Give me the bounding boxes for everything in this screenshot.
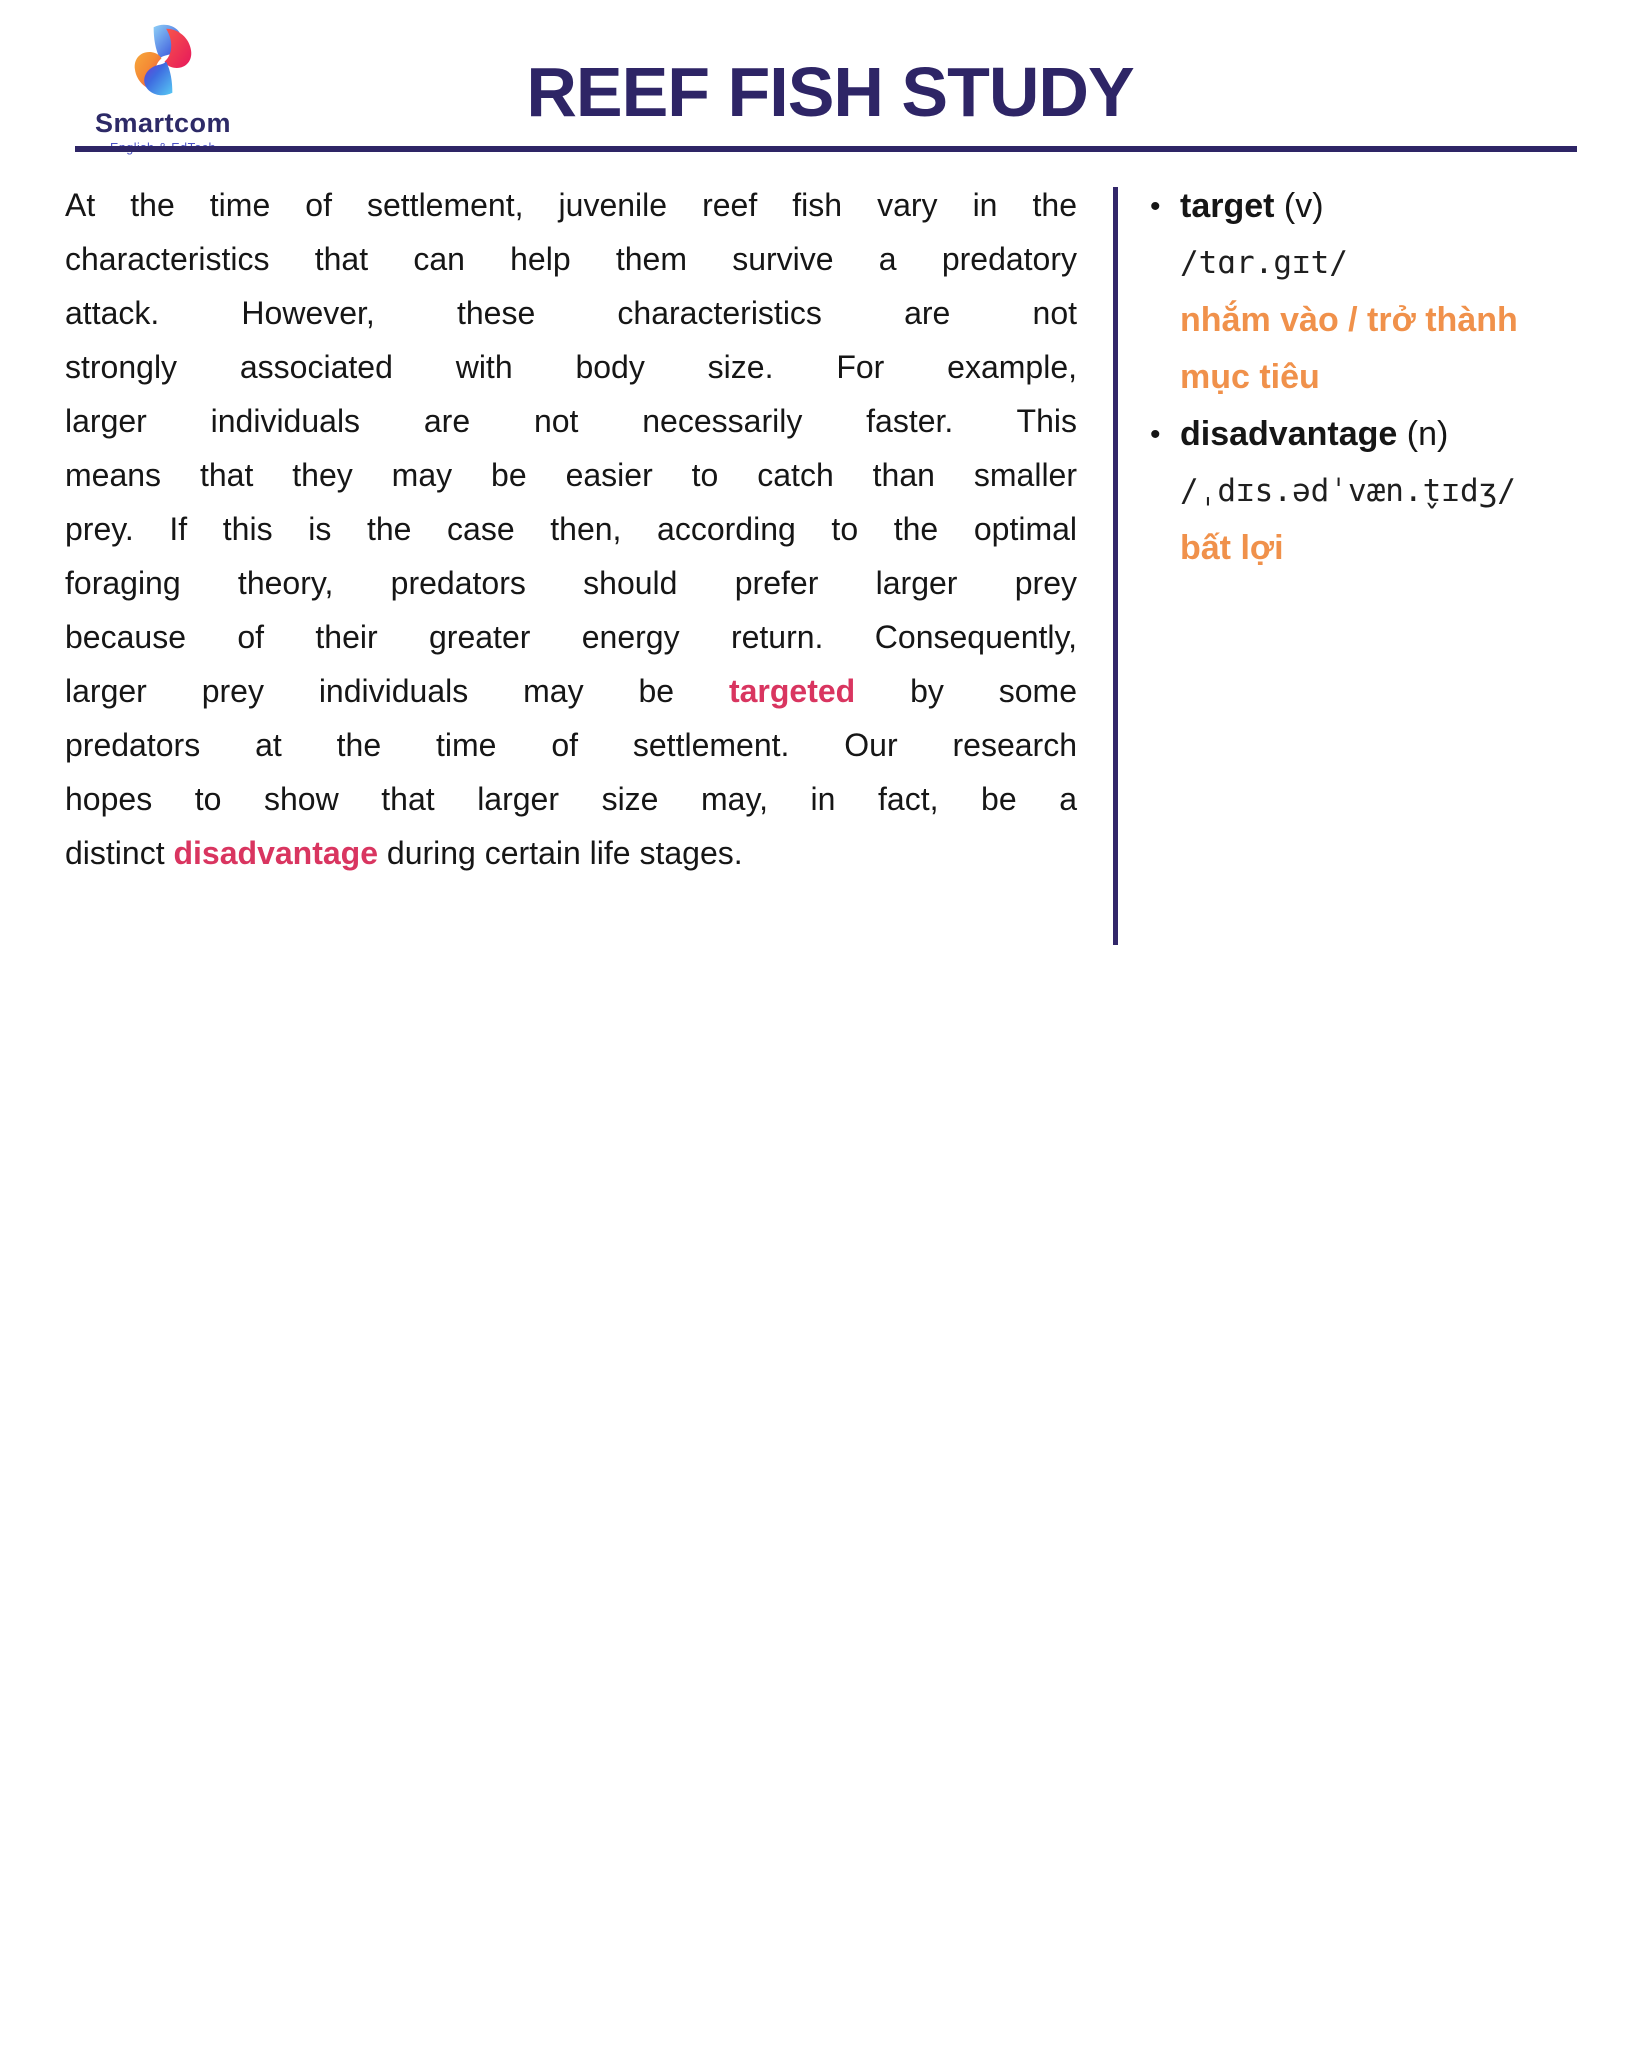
paragraph-text: by some [855,673,1078,709]
logo-brand-name: Smartcom [94,108,232,138]
paragraph-text: strongly associated with body size. For example, [65,349,1077,385]
paragraph-line [65,502,1077,556]
paragraph-text: because of their greater energy return. Consequently, [65,619,1077,655]
paragraph-line [65,286,1077,340]
paragraph-line [65,340,1077,394]
vocab-item-disadvantage [1150,406,1628,577]
highlighted-term: targeted [728,673,856,709]
paragraph-text: predators at the time of settlement. Our research [65,727,1077,763]
paragraph-line [65,394,1077,448]
paragraph-line [65,610,1077,664]
paragraph-line [65,178,1077,232]
vocab-ipa: /ˌdɪs.ədˈvæn.t̬ɪdʒ/ [1180,473,1516,509]
paragraph-text: during certain life stages. [378,835,743,871]
vocab-part-of-speech: (v) [1283,187,1324,225]
vocab-part-of-speech: (n) [1406,415,1449,453]
paragraph-text: At the time of settlement, juvenile reef fish vary in the [65,187,1077,223]
paragraph-text: hopes to show that larger size may, in fact, be a [65,781,1077,817]
vocab-headword-line [1180,178,1628,235]
smartcom-logo [88,16,238,155]
paragraph-line [65,718,1077,772]
paragraph-text: attack. However, these characteristics are not [65,295,1077,331]
paragraph-line [65,232,1077,286]
paragraph-line [65,826,1077,880]
paragraph-text: prey. If this is the case then, according to the optimal [65,511,1077,547]
paragraph-text: larger individuals are not necessarily faster. This [65,403,1077,439]
paragraph-line [65,556,1077,610]
bullet-icon: • [1150,418,1161,451]
article-paragraph [65,178,1077,880]
vocab-ipa: /tɑr.gɪt/ [1180,245,1348,281]
paragraph-text: foraging theory, predators should prefer larger prey [65,565,1077,601]
title-underline [75,146,1577,152]
smartcom-logo-icon [124,16,202,104]
vocabulary-sidebar [1150,178,1628,577]
vocab-word: disadvantage [1180,415,1398,453]
bullet-icon: • [1150,190,1161,223]
paragraph-text: distinct [65,835,174,871]
paragraph-line [65,448,1077,502]
paragraph-text: larger prey individuals may be [65,673,729,709]
paragraph-text: characteristics that can help them survive a predatory [65,241,1077,277]
vocab-headword-line [1180,406,1628,463]
page-title: REEF FISH STUDY [526,53,1134,131]
paragraph-line [65,772,1077,826]
vocab-meaning: nhắm vào / trở thành mục tiêu [1180,301,1518,396]
vocab-item-target [1150,178,1628,406]
paragraph-text: means that they may be easier to catch than smaller [65,457,1077,493]
vertical-divider [1113,187,1118,945]
vocab-meaning: bất lợi [1180,529,1284,567]
highlighted-term: disadvantage [173,835,378,871]
vocab-word: target [1180,187,1275,225]
paragraph-line [65,664,1077,718]
